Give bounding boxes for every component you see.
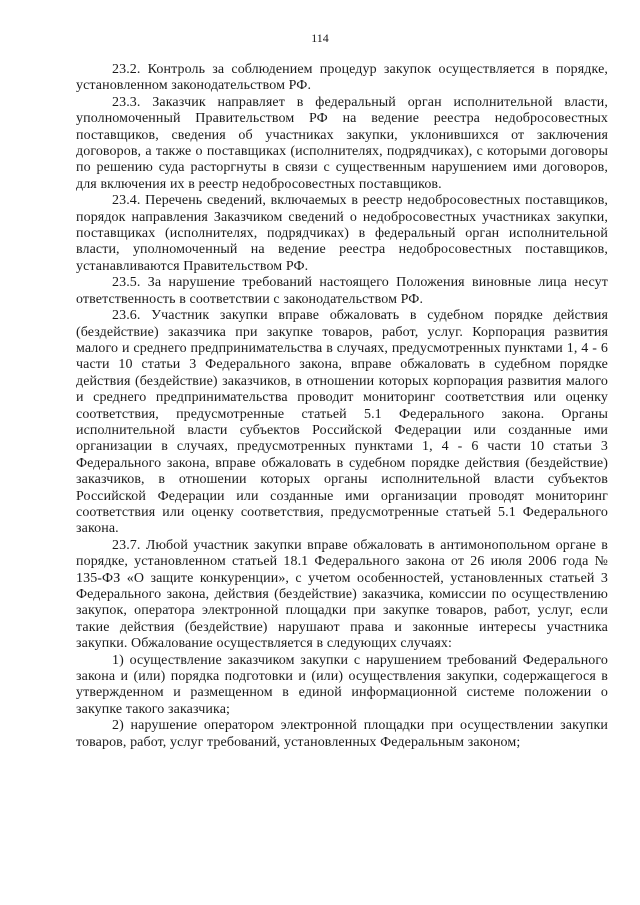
- paragraph-23-4: 23.4. Перечень сведений, включаемых в реестр недобросовестных поставщиков, порядок направления Заказчиком сведений о недобросовестных участниках закупки, поставщиках (исполнителях, подрядчиках) в федеральный орган исполнительной власти, уполномоченный на ведение реестра недобросовестных поставщиков, устанавливаются Правительством РФ.: [76, 193, 608, 274]
- paragraph-23-3: 23.3. Заказчик направляет в федеральный орган исполнительной власти, уполномоченный Правительством РФ на ведение реестра недобросовестных поставщиков, сведения об участниках закупки, уклонившихся от заключения договоров, а также о поставщиках (исполнителях, подрядчиках), с которыми договоры по решению суда расторгнуты в связи с существенным нарушением ими договоров, для включения их в реестр недобросовестных поставщиков.: [76, 94, 608, 192]
- paragraph-23-7: 23.7. Любой участник закупки вправе обжаловать в антимонопольном органе в порядке, установленном статьей 18.1 Федерального закона от 26 июля 2006 года № 135-ФЗ «О защите конкуренции», с учетом особенностей, установленных статьей 3 Федерального закона, действия (бездействие) заказчика, комиссии по осуществлению закупок, оператора электронной площадки при закупке товаров, работ, услуг, если такие действия (бездействие) нарушают права и законные интересы участника закупки. Обжалование осуществляется в следующих случаях:: [76, 537, 608, 652]
- paragraph-23-6: 23.6. Участник закупки вправе обжаловать в судебном порядке действия (бездействие) заказчика при закупке товаров, работ, услуг. Корпорация развития малого и среднего предпринимательства в случаях, предусмотренных пунктами 1, 4 - 6 части 10 статьи 3 Федерального закона, вправе обжаловать в судебном порядке действия (бездействие) заказчиков, в отношении которых корпорация развития малого и среднего предпринимательства проводит мониторинг соответствия или оценку соответствия, предусмотренные статьей 5.1 Федерального закона. Органы исполнительной власти субъектов Российской Федерации или созданные ими организации в случаях, предусмотренных пунктами 1, 4 - 6 части 10 статьи 3 Федерального закона, вправе обжаловать в судебном порядке действия (бездействие) заказчиков, в отношении которых органы исполнительной власти субъектов Российской Федерации или созданные ими организации проводят мониторинг соответствия или оценку соответствия, предусмотренные статьей 5.1 Федерального закона.: [76, 308, 608, 537]
- paragraph-23-5: 23.5. За нарушение требований настоящего Положения виновные лица несут ответственность в соответствии с законодательством РФ.: [76, 275, 608, 307]
- document-body: [76, 62, 608, 751]
- paragraph-23-2: 23.2. Контроль за соблюдением процедур закупок осуществляется в порядке, установленном законодательством РФ.: [76, 62, 608, 94]
- list-item-1: 1) осуществление заказчиком закупки с нарушением требований Федерального закона и (или) порядка подготовки и (или) осуществления закупки, содержащегося в утвержденном и размещенном в единой информационной системе положении о закупке такого заказчика;: [76, 652, 608, 717]
- list-item-2: 2) нарушение оператором электронной площадки при осуществлении закупки товаров, работ, услуг требований, установленных Федеральным законом;: [76, 718, 608, 750]
- page-number: 114: [311, 31, 329, 45]
